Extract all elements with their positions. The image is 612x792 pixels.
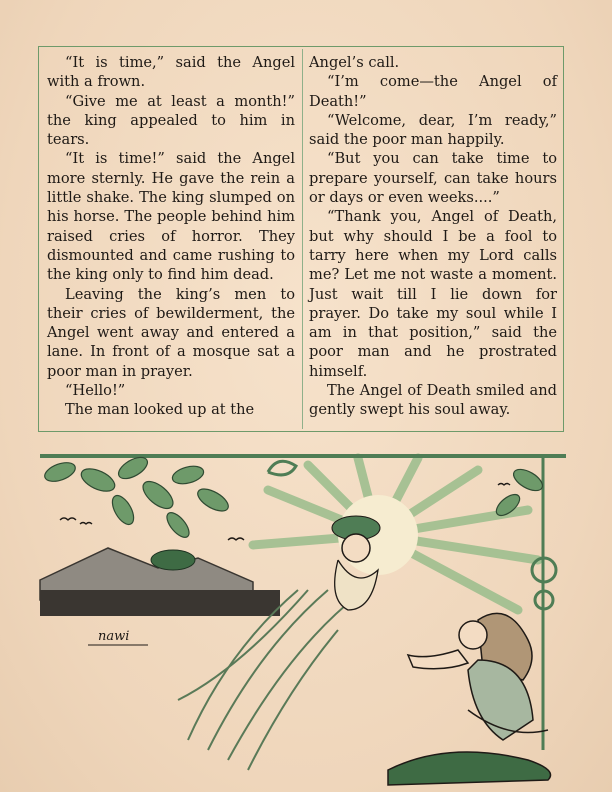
illustration-drawing — [38, 450, 568, 788]
story-paragraph: “It is time,” said the Angel with a frown. — [47, 54, 295, 91]
story-paragraph: Leaving the king’s men to their cries of bewilderment, the Angel went away and entered a lane. In front of a mosque sat a poor man in prayer. — [47, 285, 295, 380]
column-divider — [302, 49, 303, 429]
artist-signature: nawi — [98, 629, 130, 644]
story-paragraph: Angel’s call. — [309, 54, 400, 71]
story-paragraph: “But you can take time to prepare yourself, can take hours or days or even weeks....” — [309, 150, 557, 207]
story-paragraph: “Welcome, dear, I’m ready,” said the poor man happily. — [309, 111, 557, 149]
praying-man — [388, 613, 551, 785]
story-paragraph: “I’m come—the Angel of Death!” — [309, 73, 557, 110]
story-column-right — [309, 53, 557, 420]
story-text-frame — [38, 46, 564, 432]
story-paragraph: “Give me at least a month!” the king appealed to him in tears. — [47, 92, 295, 149]
story-paragraph: “Thank you, Angel of Death, but why should I be a fool to tarry here when my Lord calls me? Let me not waste a moment. Just wait till I lie down for prayer. Do take my soul while I am in that position,” said the poor man and he prostrated himself. — [309, 208, 557, 380]
story-paragraph: “It is time!” said the Angel more sternly. He gave the rein a little shake. The king slumped on his horse. The people behind him raised cries of horror. They dismounted and came rushing to the king only to find him dead. — [47, 150, 295, 284]
river — [40, 590, 280, 616]
story-paragraph: The Angel of Death smiled and gently swept his soul away. — [309, 382, 557, 419]
dome — [151, 550, 195, 570]
story-illustration — [38, 450, 568, 788]
story-paragraph: “Hello!” — [65, 382, 126, 400]
soul-swirl — [178, 590, 358, 770]
story-paragraph: The man looked up at the — [65, 401, 255, 419]
frame-scroll — [268, 461, 296, 475]
story-column-left — [47, 53, 295, 420]
